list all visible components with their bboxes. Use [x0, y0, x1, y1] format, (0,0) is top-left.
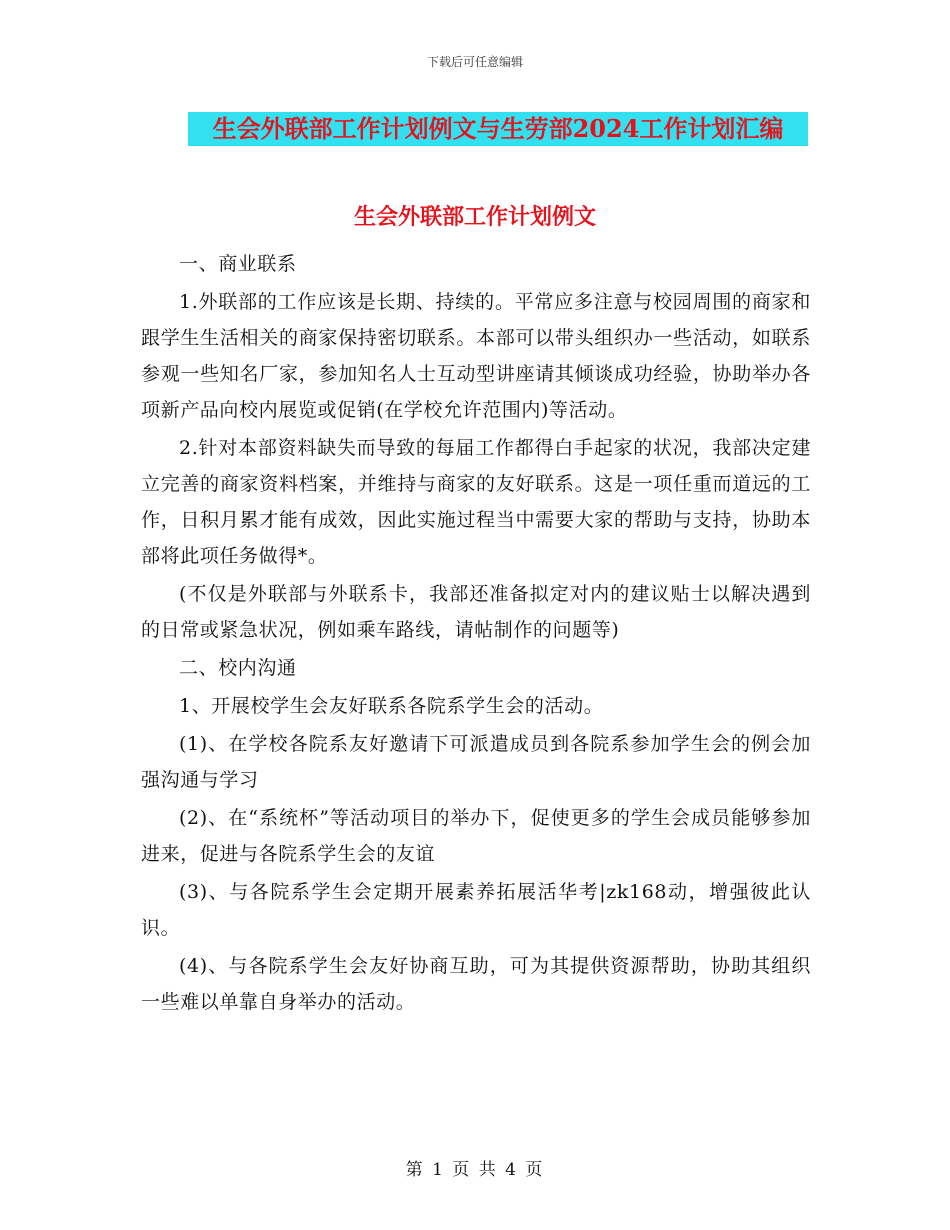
- paragraph-sub-3: (3)、与各院系学生会定期开展素养拓展活华考|zk168动，增强彼此认识。: [141, 881, 811, 939]
- heading-business-contact: 一、商业联系: [179, 253, 297, 275]
- paragraph-campus-1: 1、开展校学生会友好联系各院系学生会的活动。: [179, 695, 604, 717]
- document-body: [141, 246, 811, 1022]
- paragraph-sub-4: (4)、与各院系学生会友好协商互助，可为其提供资源帮助，协助其组织一些难以单靠自身举办的活动。: [141, 955, 811, 1013]
- page-footer: 第 1 页 共 4 页: [405, 1160, 545, 1180]
- paragraph-item-1: 1.外联部的工作应该是长期、持续的。平常应多注意与校园周围的商家和跟学生生活相关的商家保持密切联系。本部可以带头组织办一些活动，如联系参观一些知名厂家，参加知名人士互动型讲座请其倾谈成功经验，协助举办各项新产品向校内展览或促销(在学校允许范围内)等活动。: [141, 291, 811, 421]
- section-title: 生会外联部工作计划例文: [353, 204, 596, 230]
- paragraph-item-2: 2.针对本部资料缺失而导致的每届工作都得白手起家的状况，我部决定建立完善的商家资料档案，并维持与商家的友好联系。这是一项任重而道远的工作，日积月累才能有成效，因此实施过程当中需要大家的帮助与支持，协助本部将此项任务做得*。: [141, 437, 811, 567]
- paragraph-note: (不仅是外联部与外联系卡，我部还准备拟定对内的建议贴士以解决遇到的日常或紧急状况，例如乘车路线，请帖制作的问题等): [141, 583, 811, 641]
- paragraph-sub-2: (2)、在“系统杯”等活动项目的举办下，促使更多的学生会成员能够参加进来，促进与各院系学生会的友谊: [141, 807, 811, 865]
- paragraph-sub-1: (1)、在学校各院系友好邀请下可派遣成员到各院系参加学生会的例会加强沟通与学习: [141, 733, 811, 791]
- header-note: 下载后可任意编辑: [426, 55, 523, 69]
- heading-campus-communication: 二、校内沟通: [179, 657, 297, 679]
- main-title: 生会外联部工作计划例文与生劳部2024工作计划汇编: [188, 112, 808, 146]
